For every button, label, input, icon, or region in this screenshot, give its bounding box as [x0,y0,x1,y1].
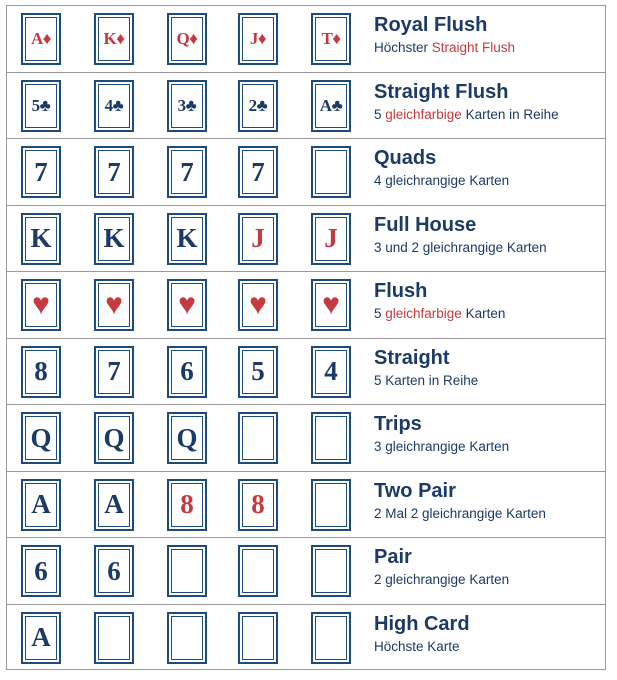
card-rank: K [103,223,125,253]
card-rank: 7 [34,156,48,187]
card-rank: 8 [251,489,265,519]
hand-description [374,544,509,590]
hand-description [374,611,470,657]
heart-icon: ♥ [249,288,267,321]
club-icon: ♣ [256,95,268,115]
playing-card [167,279,207,331]
playing-card [311,279,351,331]
card-rank: 8 [180,489,194,519]
diamond-icon: ♦ [42,29,51,48]
hand-row [7,271,605,338]
hand-subtitle [374,437,509,457]
club-icon: ♣ [331,95,343,115]
empty-card [167,612,207,664]
card-rank: A [31,622,51,652]
playing-card [167,346,207,398]
card-rank: J [249,29,258,48]
hand-subtitle [374,371,478,391]
hand-description [374,12,515,58]
playing-card [238,279,278,331]
card-rank: T [321,29,333,48]
hand-description [374,79,559,125]
playing-card [238,13,278,65]
hand-row [7,5,605,72]
card-rank: A [319,95,332,115]
poker-hand-rankings-table [6,5,606,670]
hand-name: Quads [374,147,437,169]
playing-card [311,80,351,132]
playing-card [167,13,207,65]
playing-card [238,213,278,265]
empty-card [94,612,134,664]
card-rank: 6 [107,555,121,586]
playing-card [238,346,278,398]
hand-description [374,145,509,191]
playing-card [238,80,278,132]
empty-card [311,545,351,597]
hand-subtitle [374,637,470,657]
playing-card [311,13,351,65]
hand-name: Trips [374,413,422,435]
hand-subtitle [374,238,547,258]
playing-card [94,13,134,65]
subtitle-text: 5 [374,306,386,321]
heart-icon: ♥ [322,288,340,321]
diamond-icon: ♦ [257,29,267,48]
hand-subtitle [374,105,559,125]
card-rank: A [104,489,124,519]
playing-card [311,346,351,398]
hand-name: Full House [374,213,477,236]
hand-description [374,278,505,324]
card-rank: 7 [180,156,194,187]
hand-name: Straight Flush [374,80,509,103]
diamond-icon: ♦ [189,29,198,48]
subtitle-text: 2 Mal 2 gleichrangige Karten [374,505,546,521]
playing-card [311,213,351,265]
hand-name: Two Pair [374,479,456,502]
playing-card [94,346,134,398]
hand-subtitle [374,171,509,191]
hand-subtitle [374,304,505,324]
playing-card [21,80,61,132]
playing-card [21,213,61,265]
playing-card [21,412,61,464]
club-icon: ♣ [185,95,197,115]
card-rank: K [103,29,117,48]
card-rank: Q [176,422,198,453]
hand-name: High Card [374,612,470,635]
subtitle-text: 5 [374,106,386,122]
playing-card [94,146,134,198]
highlighted-text: Straight Flush [431,40,516,55]
playing-card [21,146,61,198]
empty-card [238,612,278,664]
hand-description [374,212,547,258]
empty-card [311,412,351,464]
diamond-icon: ♦ [332,29,341,48]
hand-row [7,338,605,405]
club-icon: ♣ [112,95,124,115]
playing-card [94,412,134,464]
hand-subtitle [374,504,546,524]
subtitle-text: 2 gleichrangige Karten [374,572,510,587]
hand-row [7,471,605,538]
playing-card [21,346,61,398]
card-rank: 7 [251,156,265,187]
card-rank: K [176,223,198,253]
subtitle-text: 4 gleichrangige Karten [374,173,510,188]
heart-icon: ♥ [178,288,196,321]
playing-card [167,479,207,531]
empty-card [238,545,278,597]
hand-name: Pair [374,546,412,568]
subtitle-text: Karten [461,306,506,321]
subtitle-text: 3 und 2 gleichrangige Karten [374,239,547,255]
subtitle-text: Höchster [374,40,432,55]
playing-card [167,412,207,464]
playing-card [94,80,134,132]
hand-row [7,205,605,272]
card-rank: 4 [324,356,338,386]
hand-row [7,138,605,205]
hand-description [374,478,546,524]
playing-card [167,80,207,132]
hand-description [374,345,478,391]
playing-card [167,213,207,265]
card-rank: K [30,223,52,253]
playing-card [21,279,61,331]
card-rank: 6 [180,356,194,386]
subtitle-text: Höchste Karte [374,638,460,654]
card-rank: 3 [177,95,186,115]
subtitle-text: 3 gleichrangige Karten [374,439,510,454]
hand-row [7,537,605,604]
playing-card [167,146,207,198]
hand-subtitle [374,38,515,58]
heart-icon: ♥ [105,288,123,321]
playing-card [21,545,61,597]
heart-icon: ♥ [32,288,50,321]
card-rank: J [324,223,338,253]
card-rank: 8 [34,356,48,386]
card-rank: Q [176,29,190,48]
hand-subtitle [374,570,509,590]
playing-card [94,479,134,531]
playing-card [94,545,134,597]
card-rank: 4 [104,95,113,115]
hand-name: Straight [374,346,450,369]
playing-card [21,479,61,531]
hand-row [7,604,605,671]
playing-card [21,13,61,65]
empty-card [311,479,351,531]
card-rank: 2 [248,95,257,115]
playing-card [238,479,278,531]
empty-card [311,146,351,198]
highlighted-text: gleichfarbige [385,106,462,122]
club-icon: ♣ [39,95,51,115]
card-rank: J [251,223,265,253]
card-rank: 5 [251,356,265,386]
diamond-icon: ♦ [116,29,125,48]
playing-card [94,279,134,331]
playing-card [238,146,278,198]
card-rank: 7 [107,356,121,386]
hand-row [7,404,605,471]
card-rank: 5 [31,95,40,115]
subtitle-text: 5 Karten in Reihe [374,372,479,388]
hand-name: Royal Flush [374,14,488,36]
empty-card [311,612,351,664]
hand-description [374,411,509,457]
playing-card [94,213,134,265]
card-rank: 7 [107,156,121,187]
empty-card [238,412,278,464]
subtitle-text: Karten in Reihe [461,106,559,122]
card-rank: 6 [34,555,48,586]
hand-row [7,72,605,139]
card-rank: A [31,29,43,48]
hand-name: Flush [374,280,428,302]
highlighted-text: gleichfarbige [385,306,462,321]
card-rank: Q [30,422,52,453]
empty-card [167,545,207,597]
playing-card [21,612,61,664]
card-rank: A [31,489,51,519]
card-rank: Q [103,422,125,453]
